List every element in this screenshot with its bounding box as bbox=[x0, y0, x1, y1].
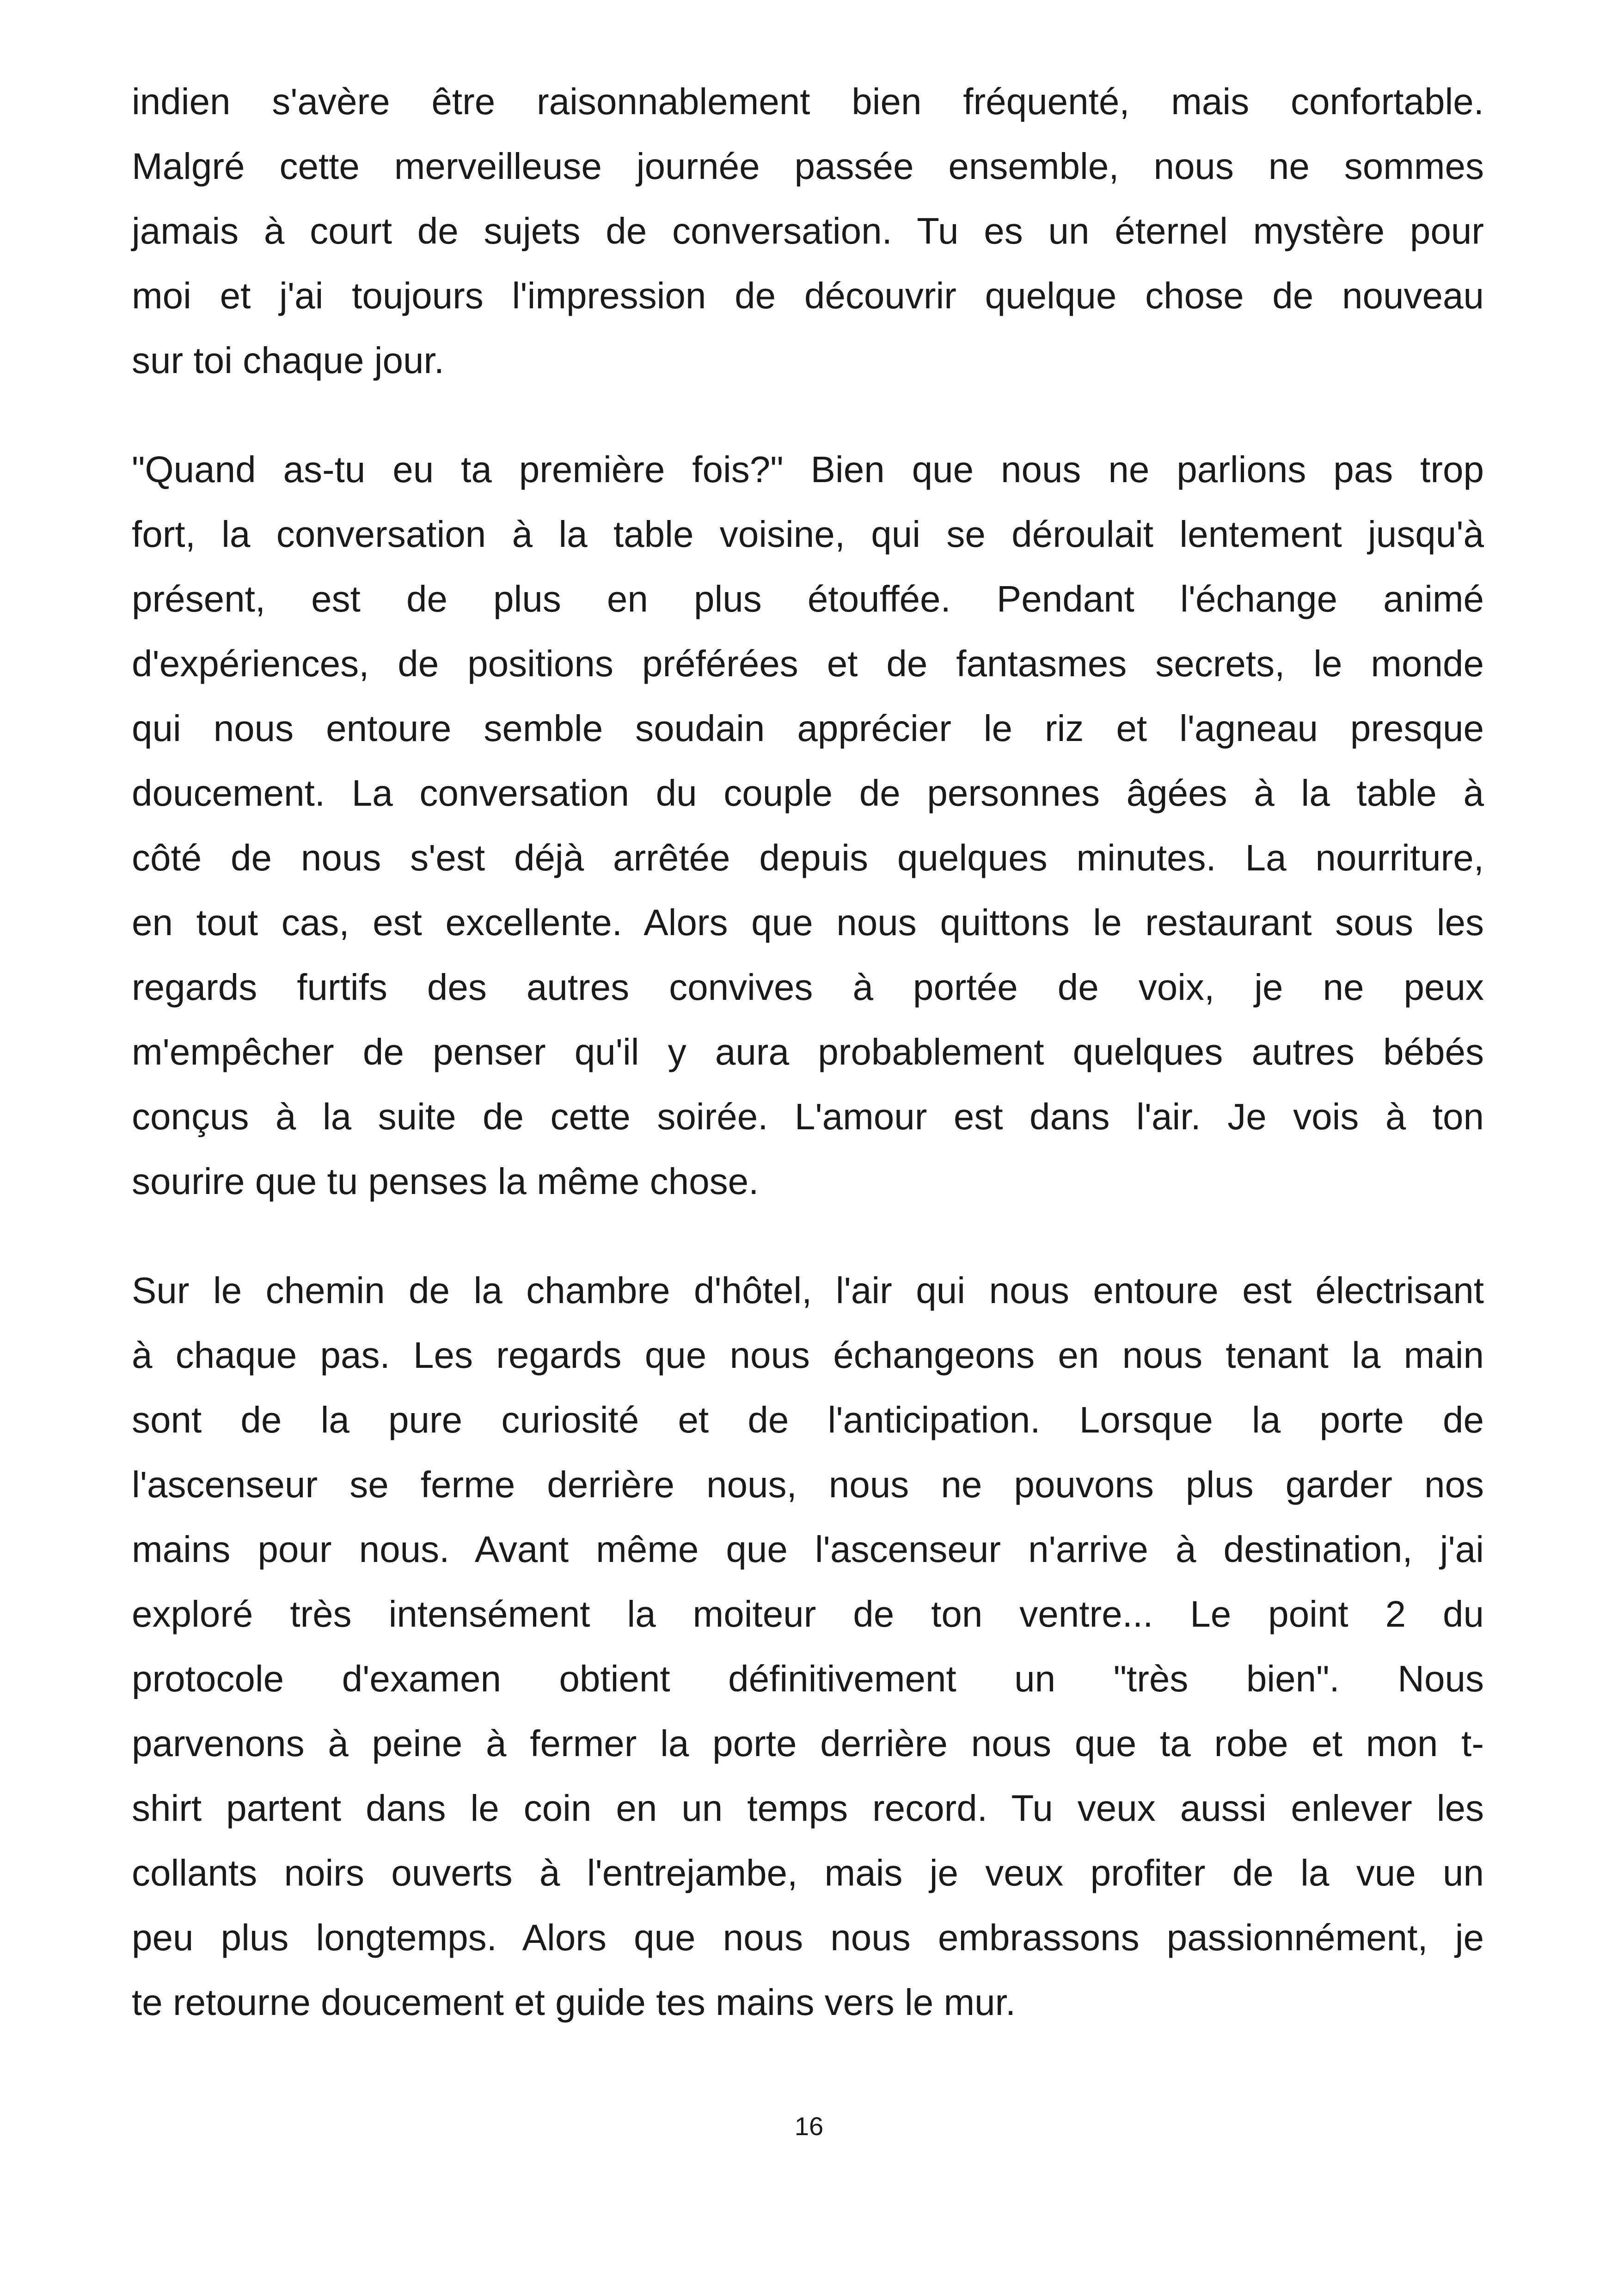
text-line: Malgré cette merveilleuse journée passée ensemble, nous ne sommes bbox=[132, 146, 1484, 187]
text-line: jamais à court de sujets de conversation. Tu es un éternel mystère pour bbox=[132, 210, 1484, 251]
text-line: à chaque pas. Les regards que nous échangeons en nous tenant la main bbox=[132, 1335, 1484, 1376]
text-line: fort, la conversation à la table voisine, qui se déroulait lentement jusqu'à bbox=[132, 514, 1484, 555]
paragraph-1 bbox=[132, 69, 1484, 393]
text-line: indien s'avère être raisonnablement bien fréquenté, mais confortable. bbox=[132, 81, 1484, 122]
text-line: en tout cas, est excellente. Alors que nous quittons le restaurant sous les bbox=[132, 902, 1484, 943]
text-line: peu plus longtemps. Alors que nous nous embrassons passionnément, je bbox=[132, 1917, 1484, 1958]
page-number: 16 bbox=[794, 2112, 824, 2141]
text-line: qui nous entoure semble soudain apprécier le riz et l'agneau presque bbox=[132, 708, 1484, 749]
text-line: parvenons à peine à fermer la porte derrière nous que ta robe et mon t- bbox=[132, 1723, 1484, 1764]
text-line: exploré très intensément la moiteur de ton ventre... Le point 2 du bbox=[132, 1593, 1484, 1635]
body-text bbox=[132, 69, 1484, 2079]
text-line: doucement. La conversation du couple de personnes âgées à la table à bbox=[132, 772, 1484, 814]
text-line: conçus à la suite de cette soirée. L'amour est dans l'air. Je vois à ton bbox=[132, 1096, 1484, 1137]
text-line: côté de nous s'est déjà arrêtée depuis quelques minutes. La nourriture, bbox=[132, 837, 1484, 878]
paragraph-3 bbox=[132, 1258, 1484, 2035]
text-line: mains pour nous. Avant même que l'ascenseur n'arrive à destination, j'ai bbox=[132, 1529, 1484, 1570]
text-line: m'empêcher de penser qu'il y aura probablement quelques autres bébés bbox=[132, 1031, 1484, 1072]
text-line: d'expériences, de positions préférées et de fantasmes secrets, le monde bbox=[132, 643, 1484, 684]
text-line: moi et j'ai toujours l'impression de découvrir quelque chose de nouveau bbox=[132, 275, 1484, 316]
text-line: te retourne doucement et guide tes mains vers le mur. bbox=[132, 1982, 1016, 2023]
text-line: sur toi chaque jour. bbox=[132, 340, 444, 381]
text-line: sont de la pure curiosité et de l'anticipation. Lorsque la porte de bbox=[132, 1399, 1484, 1440]
text-line: collants noirs ouverts à l'entrejambe, mais je veux profiter de la vue un bbox=[132, 1852, 1484, 1893]
text-line: Sur le chemin de la chambre d'hôtel, l'air qui nous entoure est électrisant bbox=[132, 1270, 1484, 1311]
text-line: regards furtifs des autres convives à portée de voix, je ne peux bbox=[132, 967, 1484, 1008]
text-line: "Quand as-tu eu ta première fois?" Bien que nous ne parlions pas trop bbox=[132, 449, 1484, 490]
text-line: protocole d'examen obtient définitivement un "très bien". Nous bbox=[132, 1658, 1484, 1699]
text-line: sourire que tu penses la même chose. bbox=[132, 1161, 759, 1202]
text-line: shirt partent dans le coin en un temps record. Tu veux aussi enlever les bbox=[132, 1788, 1484, 1829]
text-line: l'ascenseur se ferme derrière nous, nous ne pouvons plus garder nos bbox=[132, 1464, 1484, 1505]
paragraph-2 bbox=[132, 437, 1484, 1214]
text-line: présent, est de plus en plus étouffée. Pendant l'échange animé bbox=[132, 578, 1484, 619]
